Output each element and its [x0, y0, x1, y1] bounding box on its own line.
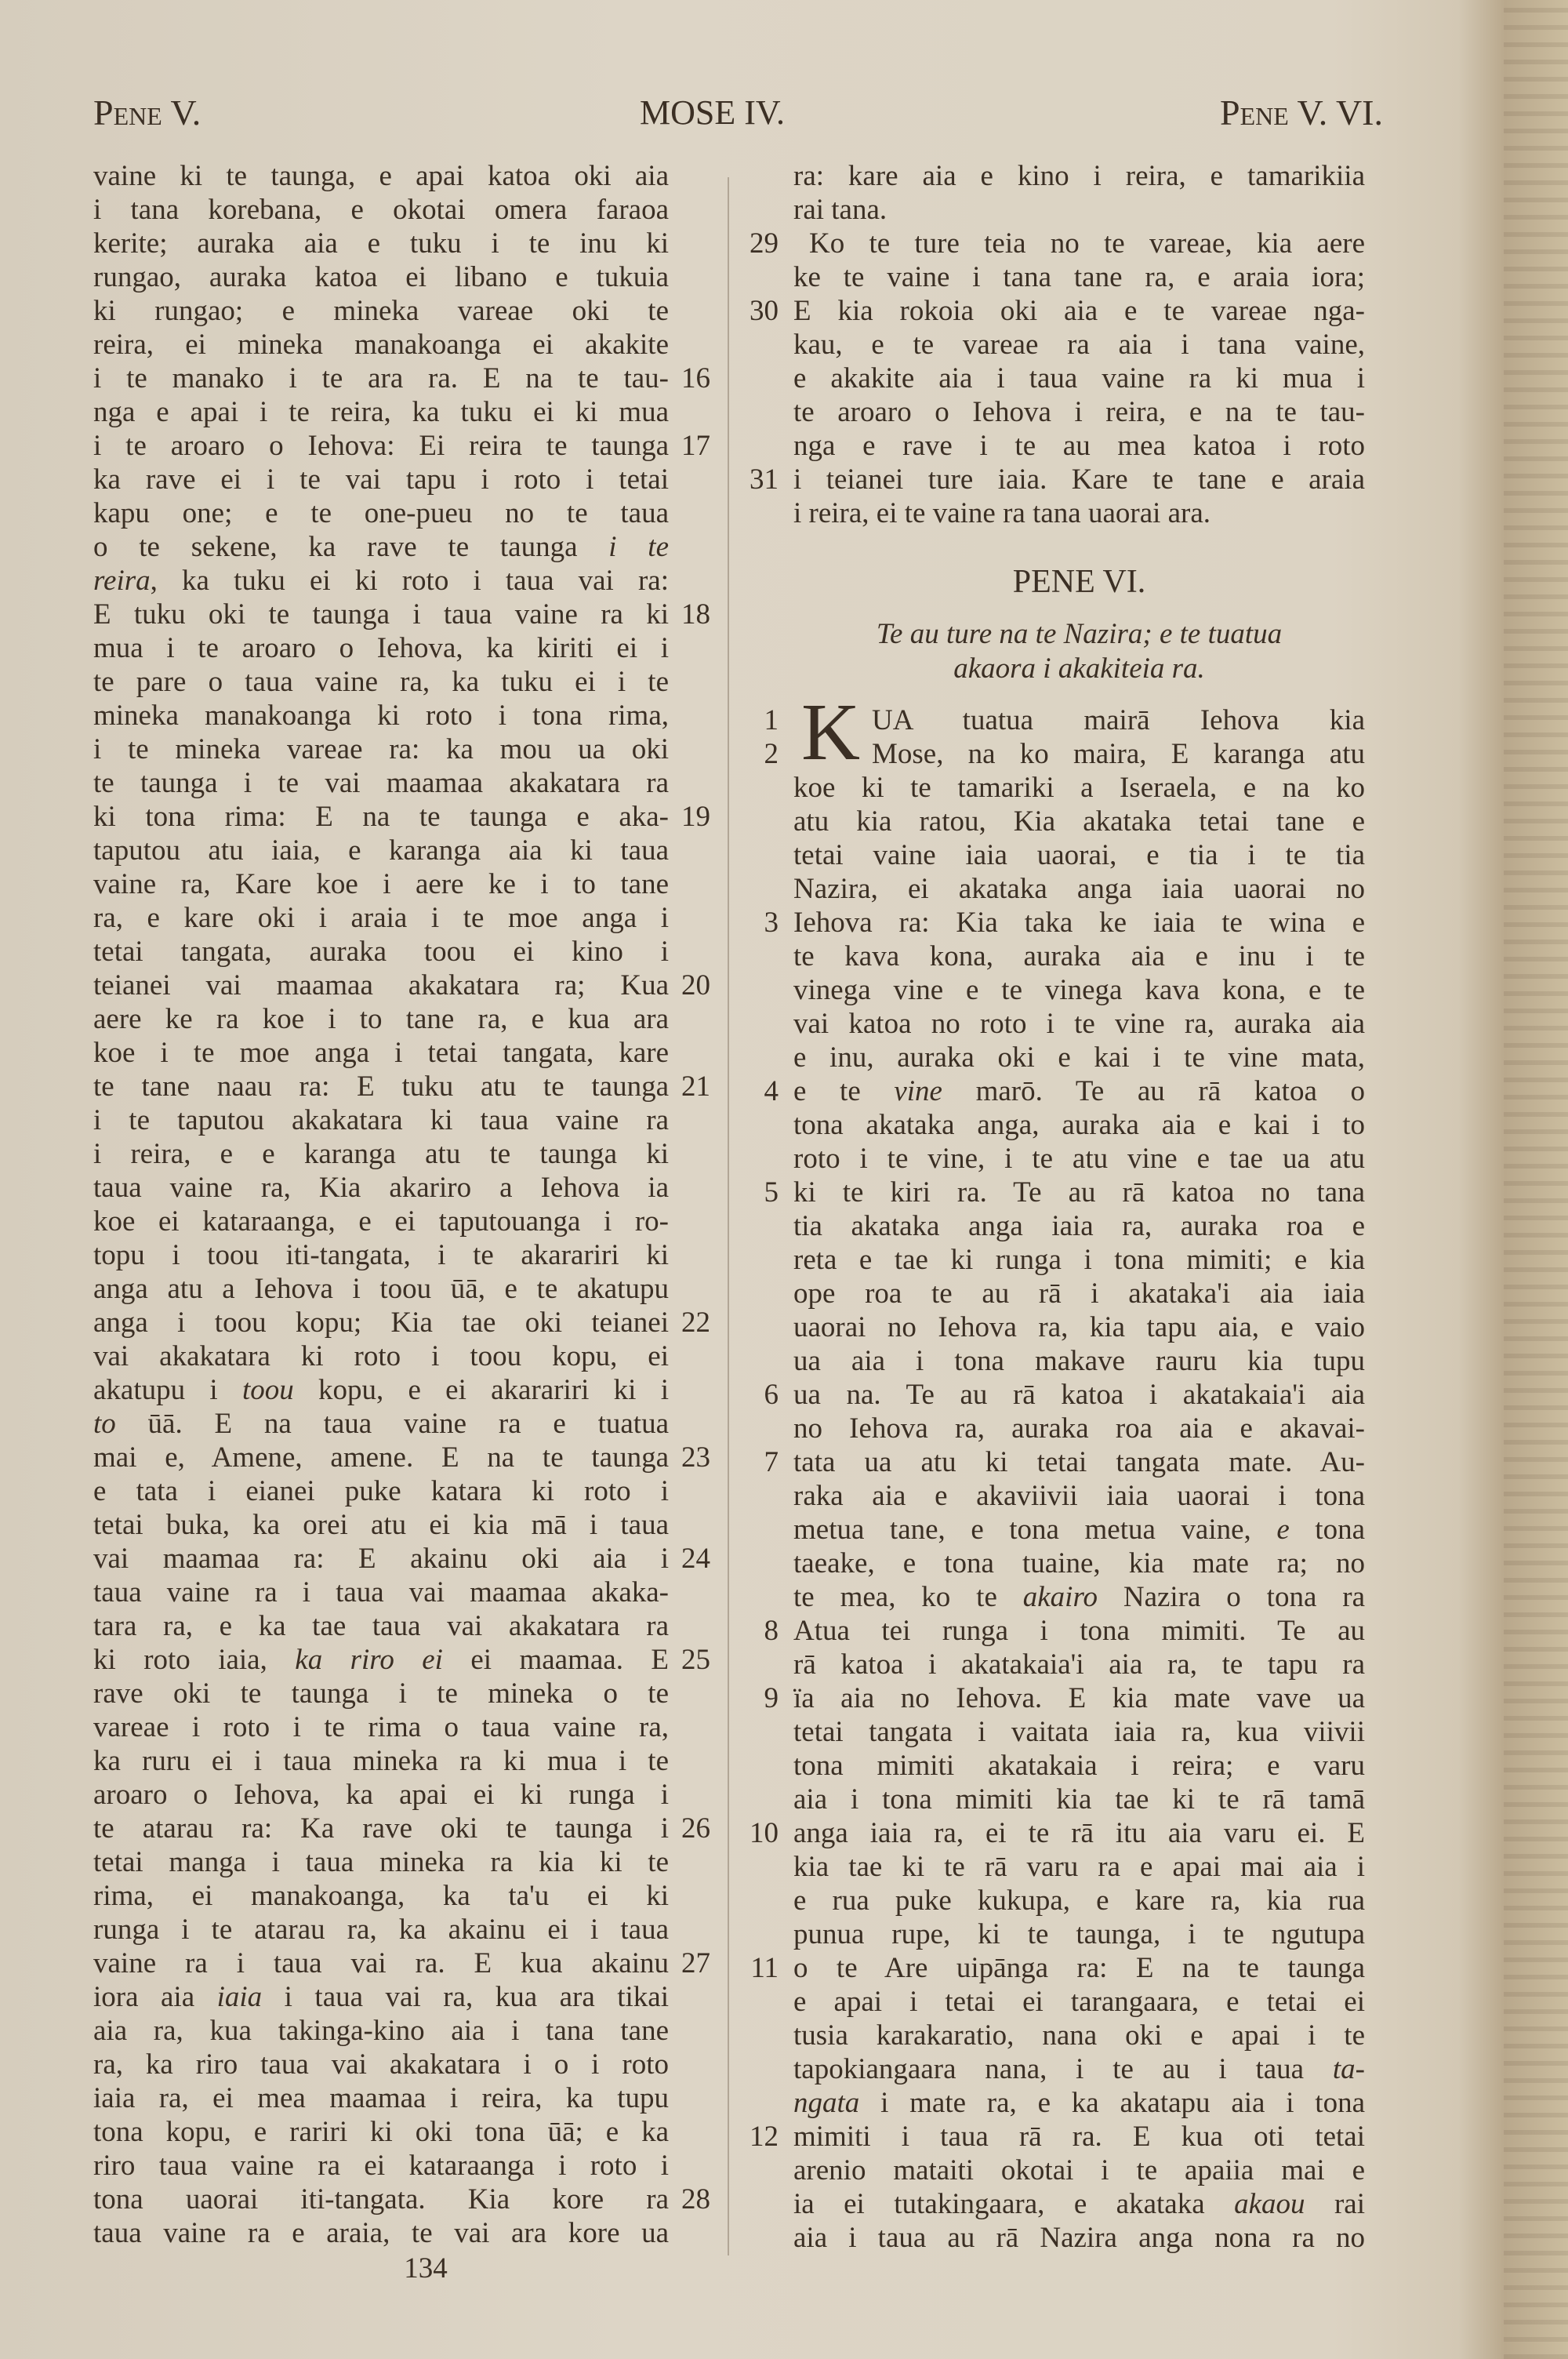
text-line: riro taua vaine ra ei kataraanga i roto i — [93, 2150, 669, 2182]
text-line: anga iaia ra, ei te rā itu aia varu ei. E — [793, 1817, 1365, 1849]
adjacent-page-edges — [1504, 0, 1568, 2359]
text-line: vai katoa no roto i te vine ra, auraka aia — [793, 1008, 1365, 1040]
italic-text: ka riro ei — [295, 1644, 443, 1676]
text-line: kau, e te vareae ra aia i tana vaine, — [793, 329, 1365, 361]
text-line: topu i toou iti-tangata, i te akarariri ki — [93, 1239, 669, 1271]
text-line: raka aia e akaviivii iaia uaorai i tona — [793, 1480, 1365, 1512]
text-line: anga i toou kopu; Kia tae oki teianei — [93, 1307, 669, 1339]
italic-text: vine — [894, 1075, 942, 1107]
text-line: uaorai no Iehova ra, kia tapu aia, e vaio — [793, 1311, 1365, 1343]
text-line: ki rungao; e mineka vareae oki te — [93, 295, 669, 327]
verse-number: 10 — [750, 1817, 779, 1849]
verse-number: 1 — [764, 704, 779, 736]
text-line: te aroaro o Iehova i reira, e na te tau- — [793, 396, 1365, 428]
text-line: tara ra, e ka tae taua vai akakatara ra — [93, 1610, 669, 1642]
text-line: tetai tangata i vaitata iaia ra, kua viivii — [793, 1716, 1365, 1748]
text-line: mimiti i taua rā ra. E kua oti tetai — [793, 2121, 1365, 2153]
text-line: koe ki te tamariki a Iseraela, e na ko — [793, 772, 1365, 804]
verse-number: 8 — [764, 1615, 779, 1647]
text-line: taua vaine ra e araia, te vai ara kore ua — [93, 2217, 669, 2249]
text-line: te kava kona, auraka aia e inu i te — [793, 940, 1365, 972]
verse-number: 24 — [681, 1543, 710, 1575]
text-line: taputou atu iaia, e karanga aia ki taua — [93, 834, 669, 867]
text-line: i te aroaro o Iehova: Ei reira te taunga — [93, 430, 669, 462]
chapter-summary-line-1: Te au ture na te Nazira; e te tuatua — [876, 618, 1283, 650]
text-line: nga e apai i te reira, ka tuku ei ki mua — [93, 396, 669, 428]
text-line — [793, 1074, 1365, 1108]
verse-number: 30 — [750, 295, 779, 327]
verse-number: 26 — [681, 1812, 710, 1845]
text-line — [93, 1980, 669, 2014]
text-segment: i taua vai ra, kua ara tikai — [262, 1981, 670, 2013]
text-line — [93, 1643, 669, 1677]
italic-text: iaia — [216, 1981, 263, 2013]
text-line: te tane naau ra: E tuku atu te taunga — [93, 1070, 669, 1103]
text-line: aia i taua au rā Nazira anga nona ra no — [793, 2222, 1365, 2254]
text-line: Nazira, ei akataka anga iaia uaorai no — [793, 873, 1365, 905]
text-line: i te manako i te ara ra. E na te tau- — [93, 362, 669, 394]
text-segment: te mea, ko te — [793, 1581, 1023, 1613]
text-line: tona akataka anga, auraka aia e kai i to — [793, 1109, 1365, 1141]
text-line: E kia rokoia oki aia e te vareae nga- — [793, 295, 1365, 327]
text-line — [793, 2052, 1365, 2086]
text-segment: ei maamaa. E — [442, 1644, 669, 1676]
text-line: Mose, na ko maira, E karanga atu — [872, 738, 1365, 770]
italic-text: akairo — [1022, 1581, 1098, 1613]
text-line: tona mimiti akatakaia i reira; e varu — [793, 1750, 1365, 1782]
text-line — [93, 1407, 669, 1441]
text-line — [793, 1513, 1365, 1547]
text-segment: e te — [793, 1075, 895, 1107]
italic-text: ta- — [1332, 2053, 1365, 2085]
text-line: Ko te ture teia no te vareae, kia aere — [809, 227, 1365, 260]
verse-number: 4 — [764, 1075, 779, 1107]
italic-text: ngata — [793, 2087, 860, 2119]
text-segment: i mate ra, e ka akatapu aia i tona — [859, 2087, 1365, 2119]
italic-text: toou — [241, 1374, 294, 1406]
text-line: arenio mataiti okotai i te apaiia mai e — [793, 2154, 1365, 2186]
text-line: kia tae ki te rā varu ra e apai mai aia i — [793, 1851, 1365, 1883]
text-line: teianei vai maamaa akakatara ra; Kua — [93, 969, 669, 1001]
running-header-left: Pene V. — [93, 93, 201, 133]
verse-number: 25 — [681, 1644, 710, 1676]
text-line: vaine ra i taua vai ra. E kua akainu — [93, 1947, 669, 1979]
verse-number: 16 — [681, 362, 710, 394]
text-segment: ki roto iaia, — [93, 1644, 296, 1676]
text-line: mua i te aroaro o Iehova, ka kiriti ei i — [93, 632, 669, 664]
text-line: i teianei ture iaia. Kare te tane e araia — [793, 463, 1365, 496]
text-segment: metua tane, e tona metua vaine, — [793, 1514, 1277, 1546]
text-line: i reira, ei te vaine ra tana uaorai ara. — [793, 497, 1211, 529]
text-line — [93, 1373, 669, 1407]
text-line: ka ruru ei i taua mineka ra ki mua i te — [93, 1745, 669, 1777]
verse-number: 29 — [750, 227, 779, 260]
text-line: nga e rave i te au mea katoa i roto — [793, 430, 1365, 462]
verse-number: 17 — [681, 430, 710, 462]
text-line: ke te vaine i tana tane ra, e araia iora; — [793, 261, 1365, 293]
text-line — [93, 564, 669, 598]
drop-cap: K — [801, 687, 861, 777]
text-line: aia ra, kua takinga-kino aia i tana tane — [93, 2015, 669, 2047]
text-line: tata ua atu ki tetai tangata mate. Au- — [793, 1446, 1365, 1478]
text-line: anga atu a Iehova i toou ūā, e te akatupu — [93, 1273, 669, 1305]
italic-text: reira — [93, 565, 151, 597]
chapter-summary-line-2: akaora i akakiteia ra. — [953, 652, 1205, 685]
text-line: tona kopu, e rariri ki oki tona ūā; e ka — [93, 2116, 669, 2148]
text-line: vaine ki te taunga, e apai katoa oki aia — [93, 160, 669, 192]
text-line: tona uaorai iti-tangata. Kia kore ra — [93, 2183, 669, 2215]
text-line: ope roa te au rā i akataka'i aia iaia — [793, 1278, 1365, 1310]
text-line: aia i tona mimiti kia tae ki te rā tamā — [793, 1783, 1365, 1816]
text-line: ua na. Te au rā katoa i akatakaia'i aia — [793, 1379, 1365, 1411]
text-line: ra, ka riro taua vai akakatara i o i roto — [93, 2048, 669, 2081]
text-segment: iora aia — [93, 1981, 217, 2013]
verse-number: 11 — [750, 1952, 779, 1984]
text-segment: tona — [1289, 1514, 1366, 1546]
text-line — [793, 2086, 1365, 2120]
text-line: atu kia ratou, Kia akataka tetai tane e — [793, 805, 1365, 838]
text-segment: o te sekene, ka rave te taunga — [93, 531, 609, 563]
text-line: runga i te atarau ra, ka akainu ei i taua — [93, 1914, 669, 1946]
text-line: no Iehova ra, auraka roa aia e akavai- — [793, 1412, 1365, 1445]
text-line: ki te kiri ra. Te au rā katoa no tana — [793, 1176, 1365, 1209]
text-line: e rua puke kukupa, e kare ra, kia rua — [793, 1885, 1365, 1917]
text-line: e tata i eianei puke katara ki roto i — [93, 1475, 669, 1507]
text-line: ïa aia no Iehova. E kia mate vave ua — [793, 1682, 1365, 1714]
text-line: taua vaine ra, Kia akariro a Iehova ia — [93, 1172, 669, 1204]
italic-text: to — [93, 1408, 116, 1440]
verse-number: 21 — [681, 1070, 710, 1103]
text-segment: Nazira o tona ra — [1097, 1581, 1365, 1613]
text-segment: ūā. E na taua vaine ra e tuatua — [115, 1408, 669, 1440]
verse-number: 27 — [681, 1947, 710, 1979]
running-header-title: MOSE IV. — [640, 93, 786, 132]
text-line: E tuku oki te taunga i taua vaine ra ki — [93, 598, 669, 631]
text-segment: akatupu i — [93, 1374, 242, 1406]
verse-number: 5 — [764, 1176, 779, 1209]
text-line: tia akataka anga iaia ra, auraka roa e — [793, 1210, 1365, 1242]
text-line: rā katoa i akatakaia'i aia ra, te tapu ra — [793, 1648, 1365, 1681]
text-line: Atua tei runga i tona mimiti. Te au — [793, 1615, 1365, 1647]
text-line: vareae i roto i te rima o taua vaine ra, — [93, 1711, 669, 1743]
verse-number: 23 — [681, 1441, 710, 1474]
text-line: e apai i tetai ei tarangaara, e tetai ei — [793, 1986, 1365, 2018]
text-line: vinega vine e te vinega kava kona, e te — [793, 974, 1365, 1006]
text-line: tusia karakaratio, nana oki e apai i te — [793, 2019, 1365, 2052]
text-line: te taunga i te vai maamaa akakatara ra — [93, 767, 669, 799]
text-line — [93, 530, 669, 564]
text-line: vai maamaa ra: E akainu oki aia i — [93, 1543, 669, 1575]
text-line: aere ke ra koe i to tane ra, e kua ara — [93, 1003, 669, 1035]
text-line: vai akakatara ki roto i toou kopu, ei — [93, 1340, 669, 1372]
text-line: tetai manga i taua mineka ra kia ki te — [93, 1846, 669, 1878]
text-line: iaia ra, ei mea maamaa i reira, ka tupu — [93, 2082, 669, 2114]
text-line: ua aia i tona makave rauru kia tupu — [793, 1345, 1365, 1377]
page-number: 134 — [404, 2252, 448, 2284]
chapter-heading: PENE VI. — [1012, 564, 1146, 600]
text-line: tetai buka, ka orei atu ei kia mā i taua — [93, 1509, 669, 1541]
text-line — [793, 1580, 1365, 1614]
text-segment: , ka tuku ei ki roto i taua vai ra: — [150, 565, 669, 597]
text-line: ka rave ei i te vai tapu i roto i tetai — [93, 463, 669, 496]
verse-number: 19 — [681, 801, 710, 833]
text-line: rungao, auraka katoa ei libano e tukuia — [93, 261, 669, 293]
verse-number: 12 — [750, 2121, 779, 2153]
text-line: i te mineka vareae ra: ka mou ua oki — [93, 733, 669, 765]
text-line: kerite; auraka aia e tuku i te inu ki — [93, 227, 669, 260]
text-line: tetai tangata, auraka toou ei kino i — [93, 936, 669, 968]
text-line: o te Are uipānga ra: E na te taunga — [793, 1952, 1365, 1984]
verse-number: 28 — [681, 2183, 710, 2215]
text-line: rai tana. — [793, 194, 887, 226]
text-segment: marō. Te au rā katoa o — [942, 1075, 1365, 1107]
text-line: rave oki te taunga i te mineka o te — [93, 1677, 669, 1710]
text-line: mineka manakoanga ki roto i tona rima, — [93, 700, 669, 732]
text-line: i te taputou akakatara ki taua vaine ra — [93, 1104, 669, 1136]
text-line: te atarau ra: Ka rave oki te taunga i — [93, 1812, 669, 1845]
verse-number: 3 — [764, 907, 779, 939]
text-line: reira, ei mineka manakoanga ei akakite — [93, 329, 669, 361]
text-line: koe ei kataraanga, e ei taputouanga i ro- — [93, 1205, 669, 1238]
text-line: mai e, Amene, amene. E na te taunga — [93, 1441, 669, 1474]
verse-number: 7 — [764, 1446, 779, 1478]
text-line: rima, ei manakoanga, ka ta'u ei ki — [93, 1880, 669, 1912]
text-segment: rai — [1305, 2188, 1365, 2220]
verse-number: 9 — [764, 1682, 779, 1714]
text-line: punua rupe, ki te taunga, i te ngutupa — [793, 1918, 1365, 1950]
verse-number: 2 — [764, 738, 779, 770]
text-line: Iehova ra: Kia taka ke iaia te wina e — [793, 907, 1365, 939]
italic-text: i te — [608, 531, 669, 563]
text-line: vaine ra, Kare koe i aere ke i to tane — [93, 868, 669, 900]
text-line: e inu, auraka oki e kai i te vine mata, — [793, 1041, 1365, 1074]
text-line: ki tona rima: E na te taunga e aka- — [93, 801, 669, 833]
text-line: taua vaine ra i taua vai maamaa akaka- — [93, 1576, 669, 1608]
verse-number: 6 — [764, 1379, 779, 1411]
text-line: e akakite aia i taua vaine ra ki mua i — [793, 362, 1365, 394]
text-segment: ia ei tutakingaara, e akataka — [793, 2188, 1235, 2220]
text-line: te pare o taua vaine ra, ka tuku ei i te — [93, 666, 669, 698]
text-line: roto i te vine, i te atu vine e tae ua atu — [793, 1143, 1365, 1175]
text-segment: tapokiangaara nana, i te au i taua — [793, 2053, 1333, 2085]
verse-number: 20 — [681, 969, 710, 1001]
text-line: kapu one; e te one-pueu no te taua — [93, 497, 669, 529]
text-segment: kopu, e ei akarariri ki i — [293, 1374, 670, 1406]
verse-number: 31 — [750, 463, 779, 496]
text-line: UA tuatua mairā Iehova kia — [872, 704, 1365, 736]
text-line: ra: kare aia e kino i reira, e tamarikiia — [793, 160, 1365, 192]
italic-text: e — [1276, 1514, 1290, 1546]
verse-number: 22 — [681, 1307, 710, 1339]
italic-text: akaou — [1234, 2188, 1305, 2220]
text-line: i reira, e e karanga atu te taunga ki — [93, 1138, 669, 1170]
running-header-right: Pene V. VI. — [1220, 93, 1383, 133]
text-line: tetai vaine iaia uaorai, e tia i te tia — [793, 839, 1365, 871]
verse-number: 18 — [681, 598, 710, 631]
text-line: i tana korebana, e okotai omera faraoa — [93, 194, 669, 226]
text-line — [793, 2187, 1365, 2221]
text-line: koe i te moe anga i tetai tangata, kare — [93, 1037, 669, 1069]
text-line: aroaro o Iehova, ka apai ei ki runga i — [93, 1779, 669, 1811]
text-line: ra, e kare oki i araia i te moe anga i — [93, 902, 669, 934]
text-line: taeake, e tona tuaine, kia mate ra; no — [793, 1547, 1365, 1579]
text-line: reta e tae ki runga i tona mimiti; e kia — [793, 1244, 1365, 1276]
